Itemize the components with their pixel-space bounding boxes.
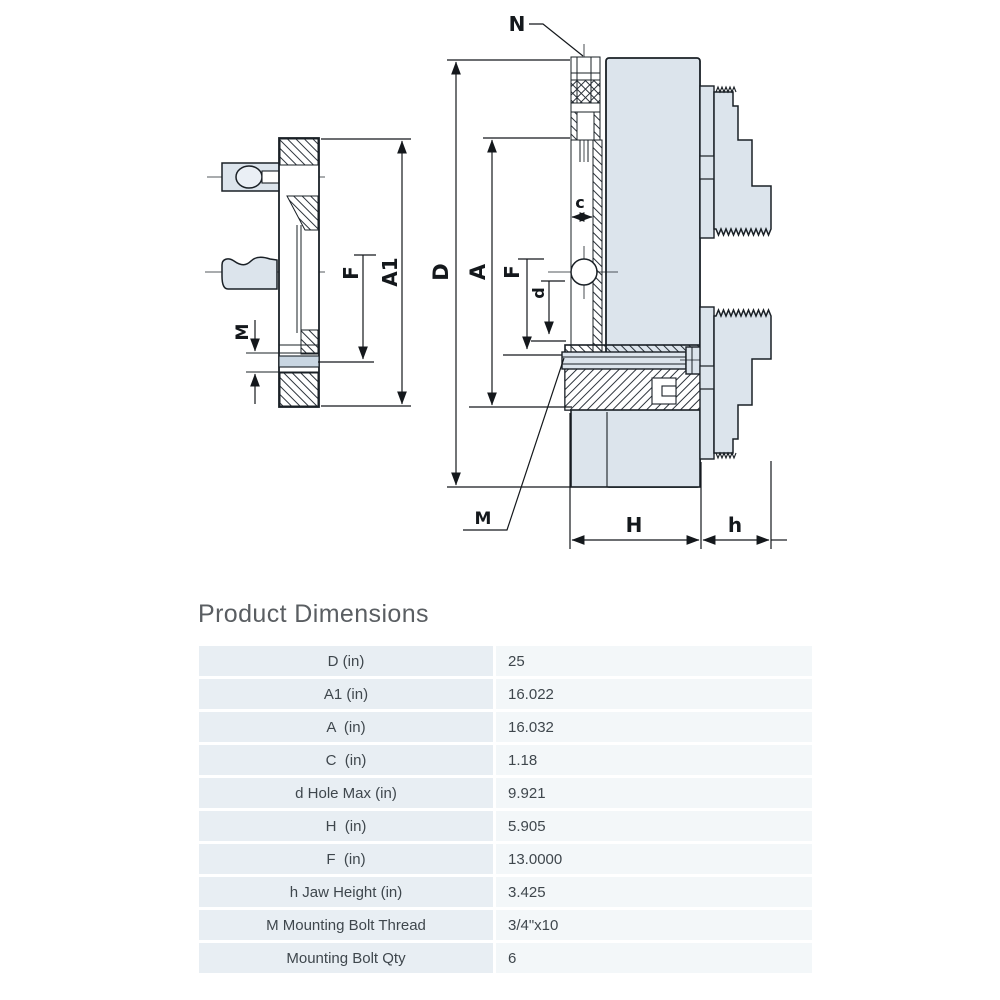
dimension-value: 13.0000 (496, 844, 812, 874)
pilot-hole (571, 259, 597, 285)
dimension-label-d-small: d (529, 287, 548, 299)
bottom-jaw (714, 310, 771, 453)
table-row (199, 712, 812, 742)
dimension-value: 9.921 (496, 778, 812, 808)
dimension-label-f-right: F (500, 265, 524, 279)
dimension-name: F (in) (199, 844, 493, 874)
table-row (199, 745, 812, 775)
dimension-value: 16.022 (496, 679, 812, 709)
dimension-value: 16.032 (496, 712, 812, 742)
dimension-name: h Jaw Height (in) (199, 877, 493, 907)
dimension-label-h-upper: H (625, 513, 643, 537)
dimension-label-f-left: F (339, 266, 363, 280)
dimension-value: 5.905 (496, 811, 812, 841)
dimension-value: 1.18 (496, 745, 812, 775)
dimension-value: 3/4"x10 (496, 910, 812, 940)
dimension-label-m-right: M (474, 509, 492, 529)
table-row (199, 844, 812, 874)
dimension-name: M Mounting Bolt Thread (199, 910, 493, 940)
table-row (199, 679, 812, 709)
lever-handle (222, 257, 277, 289)
dimension-name: A (in) (199, 712, 493, 742)
dimension-value: 6 (496, 943, 812, 973)
table-row (199, 646, 812, 676)
dimension-label-h-lower: h (727, 513, 743, 537)
dimension-value: 3.425 (496, 877, 812, 907)
section-title: Product Dimensions (198, 600, 429, 628)
dimension-label-a1: A1 (378, 257, 402, 287)
dimension-name: C (in) (199, 745, 493, 775)
dimension-label-diameter-d: D (429, 263, 453, 281)
table-row (199, 811, 812, 841)
dimension-label-a: A (466, 263, 490, 281)
dimension-name: A1 (in) (199, 679, 493, 709)
dimension-name: H (in) (199, 811, 493, 841)
chuck-section-view (548, 44, 771, 487)
bolt-section (562, 345, 716, 410)
dimension-name: D (in) (199, 646, 493, 676)
dimension-label-c: c (575, 193, 585, 212)
dimension-name: Mounting Bolt Qty (199, 943, 493, 973)
top-jaw (714, 92, 771, 235)
dimension-label-m-left: M (233, 323, 253, 341)
product-dimensions-table (199, 646, 812, 976)
dimension-label-n: N (508, 12, 526, 36)
dimension-name: d Hole Max (in) (199, 778, 493, 808)
table-row (199, 910, 812, 940)
backplate-side-view (205, 138, 325, 407)
table-row (199, 778, 812, 808)
dimension-value: 25 (496, 646, 812, 676)
table-row (199, 943, 812, 973)
table-row (199, 877, 812, 907)
